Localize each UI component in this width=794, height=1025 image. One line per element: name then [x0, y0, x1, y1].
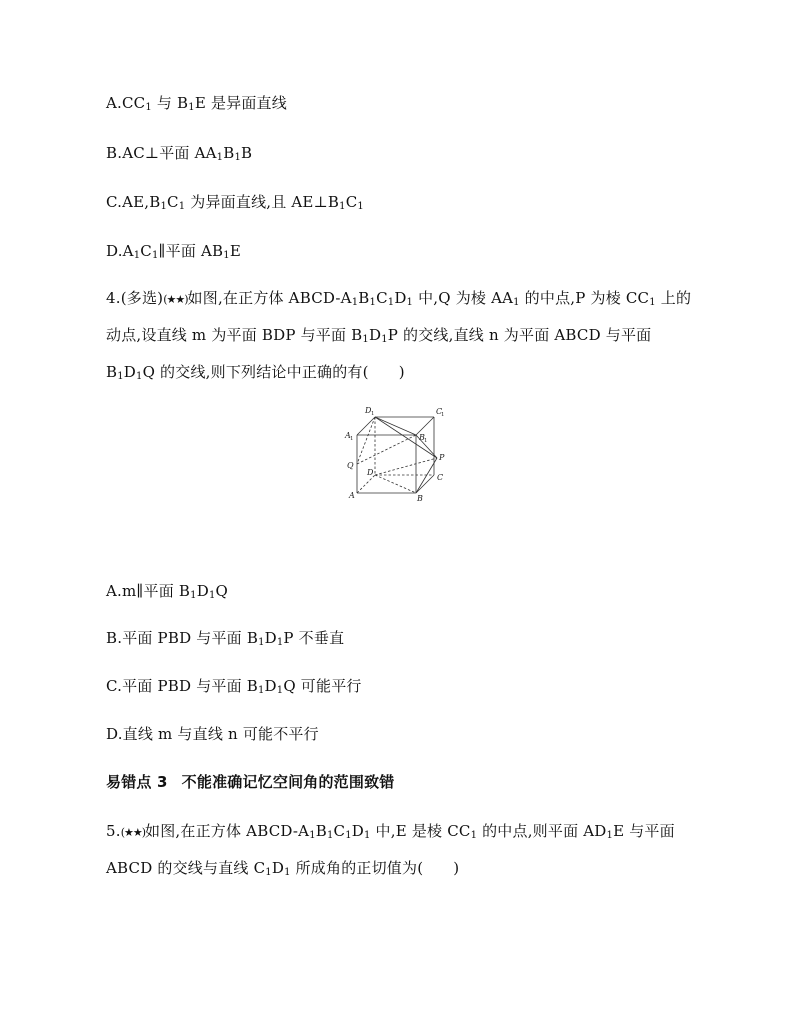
- subscript: 1: [265, 867, 272, 878]
- text: E 是异面直线: [194, 94, 287, 112]
- label-d1: D: [365, 406, 372, 415]
- text: C.平面 PBD 与平面 B: [106, 677, 258, 695]
- question-number: 4.: [106, 289, 121, 307]
- label-q: Q: [347, 461, 354, 470]
- text: A.CC: [106, 94, 146, 112]
- subscript: 1: [276, 637, 284, 648]
- text: 的中点,P 为棱 CC: [519, 289, 650, 307]
- subscript: 1: [470, 830, 478, 841]
- segment-d-b: [375, 475, 416, 493]
- label-subscript: 1: [424, 438, 428, 444]
- text: B.平面 PBD 与平面 B: [106, 629, 259, 647]
- subscript: 1: [345, 830, 352, 841]
- difficulty-stars: (★★): [120, 826, 146, 839]
- subscript: 1: [160, 201, 168, 212]
- cube-figure: [340, 400, 460, 505]
- text: D: [264, 629, 277, 647]
- text: P 不垂直: [283, 629, 345, 647]
- segment-d1-q: [357, 417, 375, 464]
- label-b1: B: [419, 433, 425, 442]
- subscript: 1: [188, 102, 195, 113]
- subscript: 1: [234, 152, 241, 163]
- text: ∥平面 AB: [158, 242, 224, 260]
- text: C: [333, 822, 346, 840]
- subscript: 1: [216, 152, 224, 163]
- subscript: 1: [178, 201, 186, 212]
- text: Q 可能平行: [283, 677, 362, 695]
- label-subscript: 1: [350, 436, 354, 442]
- subscript: 1: [151, 250, 159, 261]
- q4-option-d: [106, 724, 319, 744]
- subscript: 1: [133, 250, 141, 261]
- edge-a-d: [357, 475, 375, 493]
- text: C: [376, 289, 388, 307]
- q4-option-a: [106, 581, 228, 606]
- text: D: [368, 326, 382, 344]
- subscript: 1: [649, 297, 656, 308]
- q4-option-b: [106, 628, 344, 653]
- label-subscript: 1: [371, 411, 375, 417]
- label-a: A: [349, 491, 355, 500]
- subscript: 1: [190, 590, 197, 601]
- text: ): [398, 363, 405, 381]
- subscript: 1: [351, 297, 359, 308]
- q4-stem-line-2: [106, 325, 651, 350]
- q5-stem-line-1: [106, 821, 675, 846]
- text: 为异面直线,且 AE⊥B: [185, 193, 340, 211]
- label-c1: C: [436, 407, 443, 416]
- q4-stem-line-1: [106, 288, 691, 313]
- subscript: 1: [257, 685, 265, 696]
- subscript: 1: [208, 590, 216, 601]
- text: E 与平面: [613, 822, 675, 840]
- label-d: D: [367, 468, 374, 477]
- subscript: 1: [513, 297, 520, 308]
- difficulty-stars: (★★): [163, 293, 188, 306]
- text: C: [345, 193, 358, 211]
- text: Q: [215, 582, 229, 600]
- subscript: 1: [276, 685, 284, 696]
- text: 中,E 是棱 CC: [370, 822, 471, 840]
- text: D.直线 m 与直线 n 可能不平行: [106, 725, 319, 743]
- text: D: [264, 677, 277, 695]
- text: 如图,在正方体 ABCD-A: [187, 289, 352, 307]
- section-title: 不能准确记忆空间角的范围致错: [181, 773, 395, 791]
- text: E: [229, 242, 241, 260]
- text: 如图,在正方体 ABCD-A: [145, 822, 310, 840]
- subscript: 1: [364, 830, 371, 841]
- subscript: 1: [223, 250, 230, 261]
- label-subscript: 1: [441, 412, 445, 418]
- subscript: 1: [369, 297, 377, 308]
- text: 与 B: [151, 94, 189, 112]
- subscript: 1: [145, 102, 152, 113]
- text: Q 的交线,则下列结论中正确的有(: [142, 363, 369, 381]
- text: P 的交线,直线 n 为平面 ABCD 与平面: [387, 326, 652, 344]
- text: C: [140, 242, 152, 260]
- text: C: [167, 193, 179, 211]
- subscript: 1: [606, 830, 614, 841]
- label-c: C: [437, 473, 444, 482]
- subscript: 1: [406, 297, 414, 308]
- subscript: 1: [136, 371, 143, 382]
- text: D: [394, 289, 407, 307]
- text: C.AE,B: [106, 193, 161, 211]
- segment-d1-b1: [375, 417, 416, 435]
- subscript: 1: [117, 371, 124, 382]
- text: B: [241, 144, 253, 162]
- q3-option-a: [106, 93, 287, 118]
- subscript: 1: [362, 334, 369, 345]
- text: B: [106, 363, 118, 381]
- section-label: 易错点 3: [106, 773, 168, 791]
- text: D: [196, 582, 209, 600]
- section-heading: [106, 772, 394, 792]
- edge-a1-d1: [357, 417, 375, 435]
- text: 的中点,则平面 AD: [477, 822, 607, 840]
- text: A.m∥平面 B: [106, 582, 191, 600]
- text: 上的: [655, 289, 692, 307]
- text: B.AC⊥平面 AA: [106, 144, 217, 162]
- text: B: [358, 289, 370, 307]
- subscript: 1: [258, 637, 265, 648]
- subscript: 1: [357, 201, 364, 212]
- q4-option-c: [106, 676, 362, 701]
- text: D: [271, 859, 285, 877]
- text: 动点,设直线 m 为平面 BDP 与平面 B: [106, 326, 363, 344]
- subscript: 1: [309, 830, 316, 841]
- q3-option-d: [106, 241, 241, 266]
- q3-option-b: [106, 143, 252, 168]
- segment-q-b1: [357, 435, 416, 464]
- q4-stem-line-3: [106, 362, 405, 387]
- subscript: 1: [387, 297, 395, 308]
- text: ): [453, 859, 460, 877]
- text: ABCD 的交线与直线 C: [106, 859, 266, 877]
- segment-d-p: [375, 458, 437, 475]
- subscript: 1: [381, 334, 388, 345]
- subscript: 1: [326, 830, 334, 841]
- q5-stem-line-2: [106, 858, 459, 883]
- subscript: 1: [339, 201, 346, 212]
- label-a1: A: [345, 431, 351, 440]
- label-p: P: [439, 453, 445, 462]
- subscript: 1: [284, 867, 291, 878]
- text: 中,Q 为棱 AA: [413, 289, 514, 307]
- text: D: [351, 822, 365, 840]
- question-number: 5.: [106, 822, 121, 840]
- text: D.A: [106, 242, 134, 260]
- text: B: [315, 822, 327, 840]
- text: D: [123, 363, 137, 381]
- question-type-tag: (多选): [120, 289, 164, 307]
- label-b: B: [417, 494, 423, 503]
- text: 所成角的正切值为(: [290, 859, 424, 877]
- text: B: [223, 144, 235, 162]
- q3-option-c: [106, 192, 364, 217]
